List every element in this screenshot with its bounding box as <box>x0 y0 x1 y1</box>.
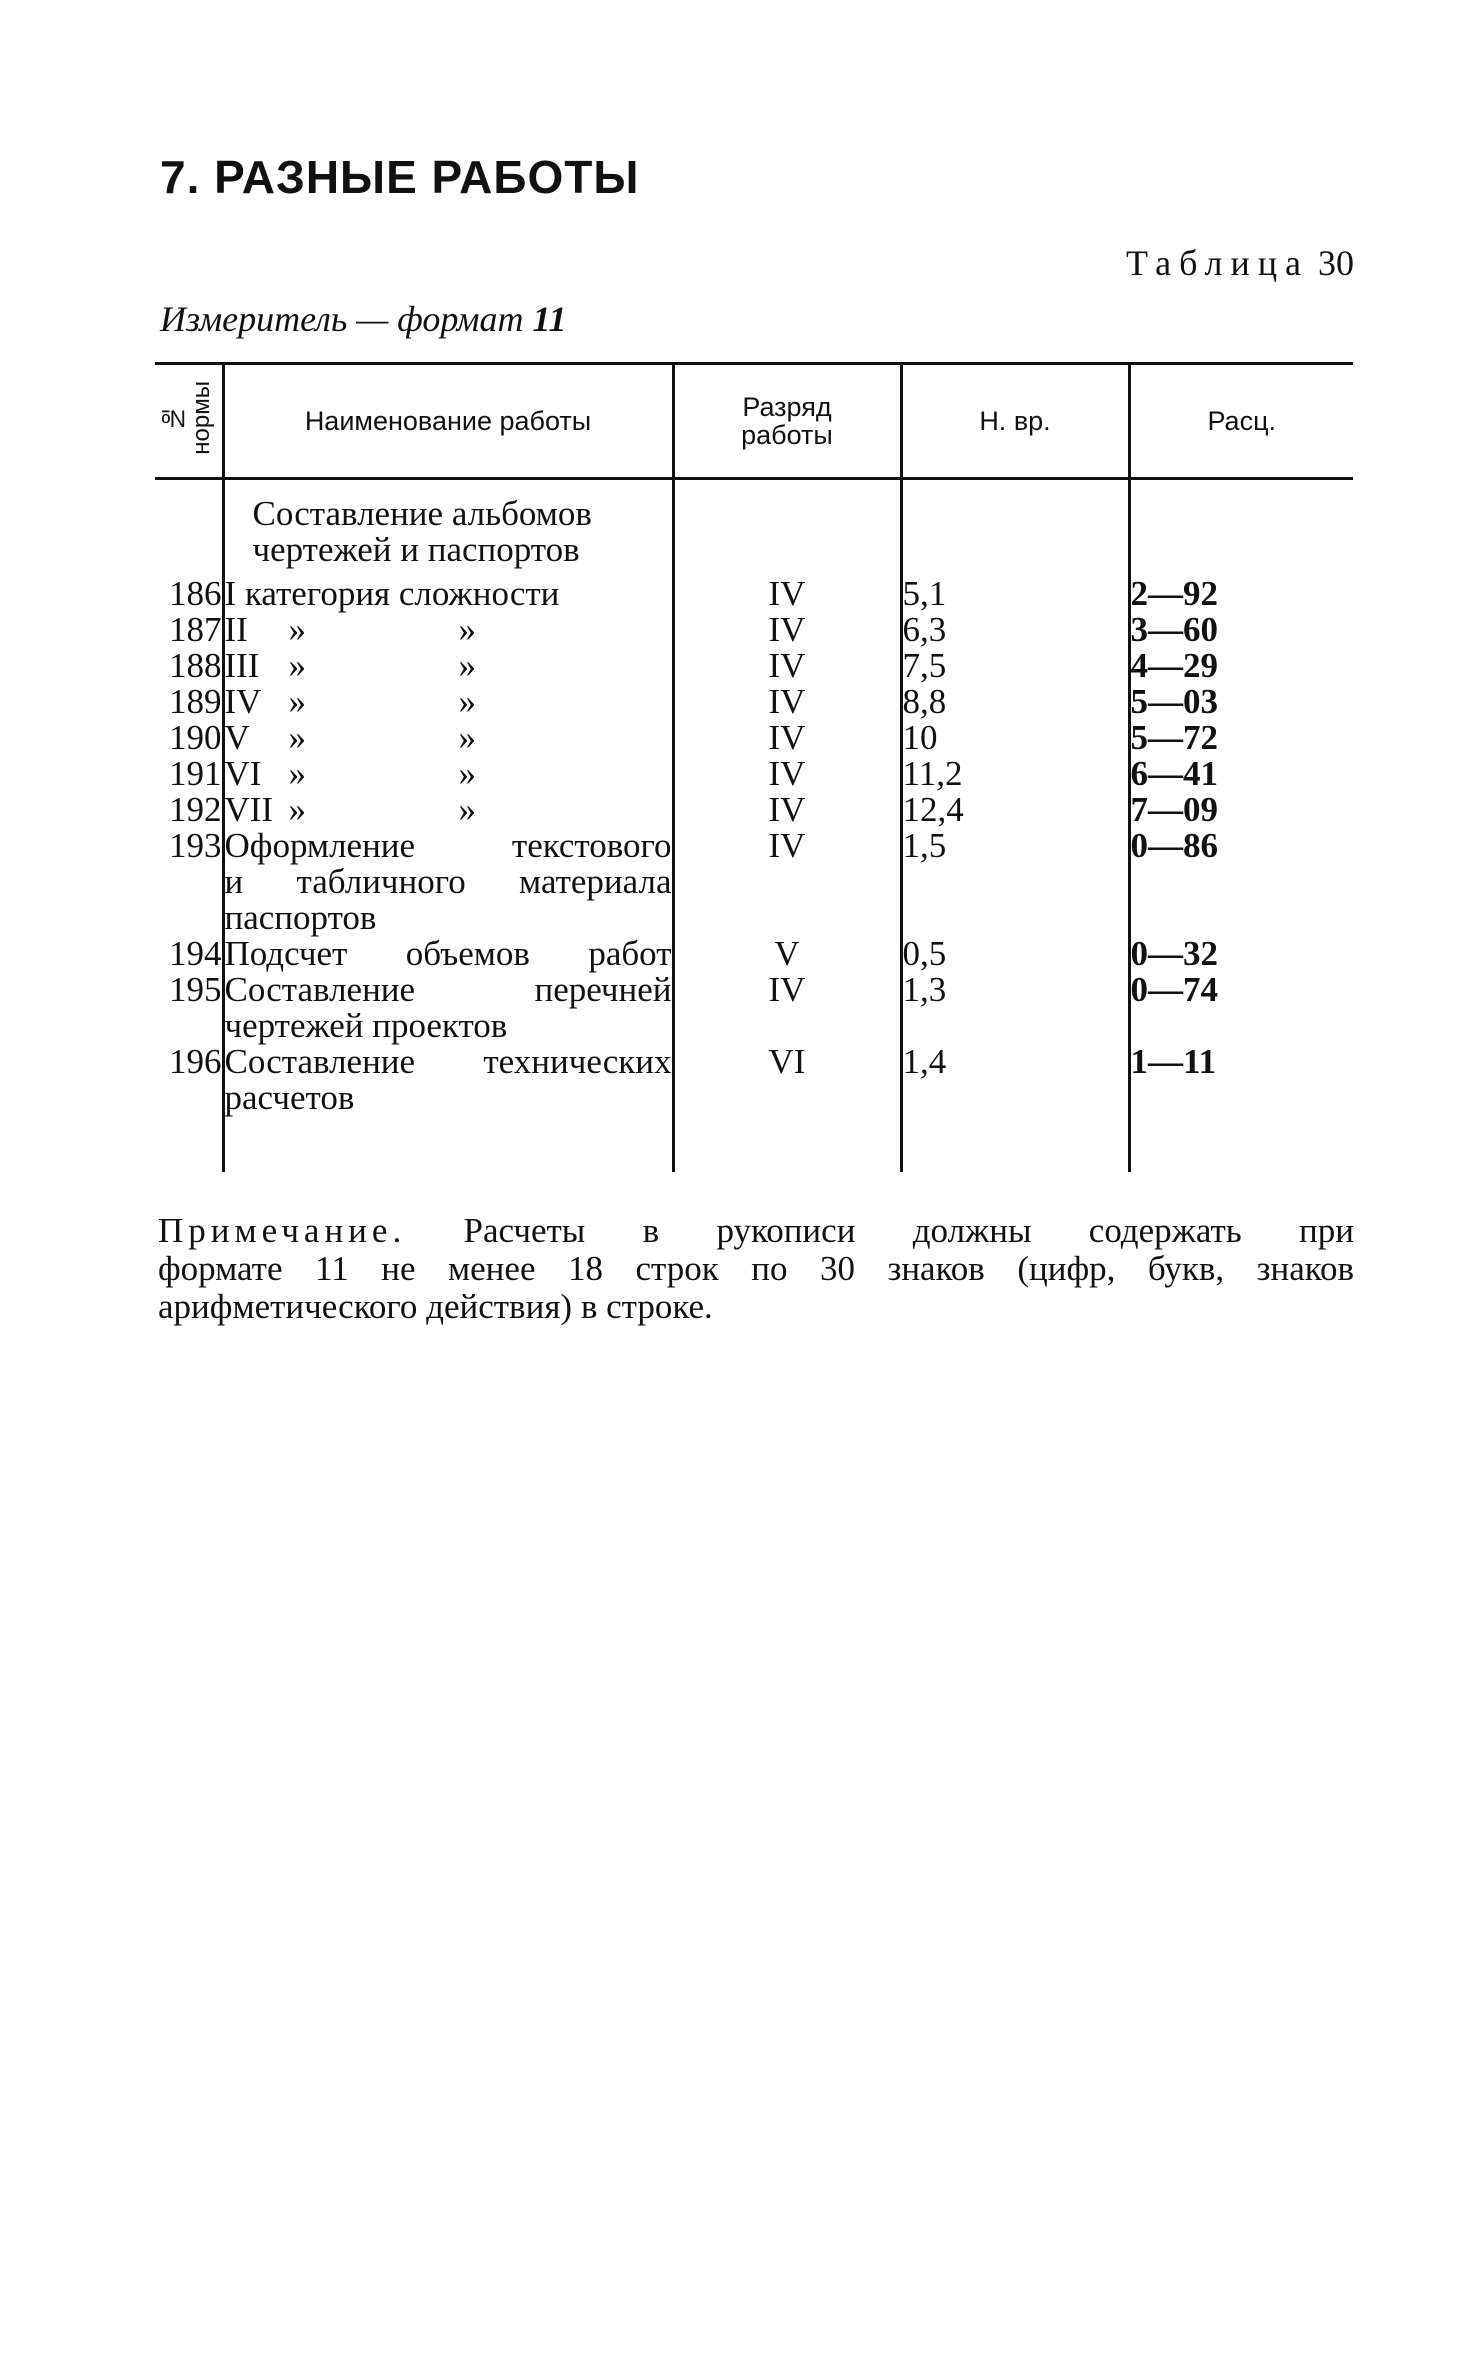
table-number: 30 <box>1318 243 1354 283</box>
work-grade: IV <box>673 612 901 648</box>
work-name: II » » <box>223 612 673 648</box>
time-norm: 1,5 <box>901 828 1129 936</box>
work-name: Оформление текстового и табличного материала паспортов <box>224 826 672 937</box>
norm-number: 194 <box>169 934 222 973</box>
header-work-grade: Разряд работы <box>673 364 901 479</box>
work-grade: IV <box>673 756 901 792</box>
table-label <box>1126 242 1354 284</box>
time-norm: 7,5 <box>901 648 1129 684</box>
rate: 0—32 <box>1129 936 1353 972</box>
table-row <box>155 648 1353 684</box>
rate: 6—41 <box>1129 756 1353 792</box>
norm-number: 187 <box>169 610 222 649</box>
note-line-1: Примечание. Расчеты в рукописи должны содержать при <box>158 1211 1354 1250</box>
rate: 7—09 <box>1129 792 1353 828</box>
measure-value: 11 <box>532 299 567 339</box>
header-norm-number-text: № нормы <box>160 380 216 455</box>
norm-number: 189 <box>169 682 222 721</box>
table-row <box>155 936 1353 972</box>
header-work-name: Наименование работы <box>223 364 673 479</box>
rate: 0—86 <box>1129 828 1353 936</box>
table-row <box>155 684 1353 720</box>
norm-number: 188 <box>169 646 222 685</box>
header-rate: Расц. <box>1129 364 1353 479</box>
group-heading: Составление альбомов чертежей и паспортов <box>223 479 673 577</box>
measure-label: Измеритель — формат <box>160 299 524 339</box>
work-name: Составление перечней чертежей проектов <box>224 970 672 1045</box>
work-name: I категория сложности <box>223 576 673 612</box>
norm-number: 192 <box>169 790 222 829</box>
rate: 0—74 <box>1129 972 1353 1044</box>
note-line-3: арифметического действия) в строке. <box>158 1287 713 1326</box>
table-row <box>155 720 1353 756</box>
time-norm: 11,2 <box>901 756 1129 792</box>
time-norm: 1,4 <box>901 1044 1129 1116</box>
table-filler-row <box>155 1116 1353 1172</box>
table-label-word: Таблица <box>1126 243 1309 283</box>
note-label: Примечание. <box>158 1211 407 1250</box>
norm-number: 186 <box>169 574 222 613</box>
time-norm: 12,4 <box>901 792 1129 828</box>
work-name: III » » <box>223 648 673 684</box>
work-grade: IV <box>673 684 901 720</box>
work-name: VII » » <box>223 792 673 828</box>
time-norm: 6,3 <box>901 612 1129 648</box>
work-grade: V <box>673 936 901 972</box>
work-grade: IV <box>673 720 901 756</box>
group-heading-row <box>155 479 1353 577</box>
work-name: V » » <box>223 720 673 756</box>
measure-unit <box>160 298 567 340</box>
work-grade: VI <box>673 1044 901 1116</box>
norm-number: 190 <box>169 718 222 757</box>
work-grade: IV <box>673 792 901 828</box>
rate: 2—92 <box>1129 576 1353 612</box>
rate: 3—60 <box>1129 612 1353 648</box>
work-grade: IV <box>673 576 901 612</box>
work-grade: IV <box>673 828 901 936</box>
work-name: VI » » <box>223 756 673 792</box>
header-norm-number <box>155 364 223 479</box>
work-grade: IV <box>673 648 901 684</box>
time-norm: 5,1 <box>901 576 1129 612</box>
note-line-2: формате 11 не менее 18 строк по 30 знаков (цифр, букв, знаков <box>158 1249 1354 1288</box>
time-norm: 10 <box>901 720 1129 756</box>
header-time-norm: Н. вр. <box>901 364 1129 479</box>
norms-table <box>155 362 1353 1172</box>
time-norm: 1,3 <box>901 972 1129 1044</box>
rate: 4—29 <box>1129 648 1353 684</box>
norm-number: 196 <box>169 1042 222 1081</box>
section-title: 7. РАЗНЫЕ РАБОТЫ <box>160 151 640 203</box>
time-norm: 0,5 <box>901 936 1129 972</box>
table-row <box>155 576 1353 612</box>
norm-number: 193 <box>169 826 222 865</box>
table-note <box>158 1212 1354 1326</box>
work-grade: IV <box>673 972 901 1044</box>
rate: 5—03 <box>1129 684 1353 720</box>
table-row <box>155 612 1353 648</box>
table-row <box>155 1044 1353 1116</box>
table-row <box>155 972 1353 1044</box>
table-row <box>155 828 1353 936</box>
time-norm: 8,8 <box>901 684 1129 720</box>
norm-number: 191 <box>169 754 222 793</box>
work-name: IV » » <box>223 684 673 720</box>
rate: 5—72 <box>1129 720 1353 756</box>
work-name: Подсчет объемов работ <box>224 934 672 973</box>
work-name: Составление технических расчетов <box>224 1042 672 1117</box>
table-row <box>155 756 1353 792</box>
norm-number: 195 <box>169 970 222 1009</box>
header-row <box>155 364 1353 479</box>
rate: 1—11 <box>1129 1044 1353 1116</box>
table-row <box>155 792 1353 828</box>
